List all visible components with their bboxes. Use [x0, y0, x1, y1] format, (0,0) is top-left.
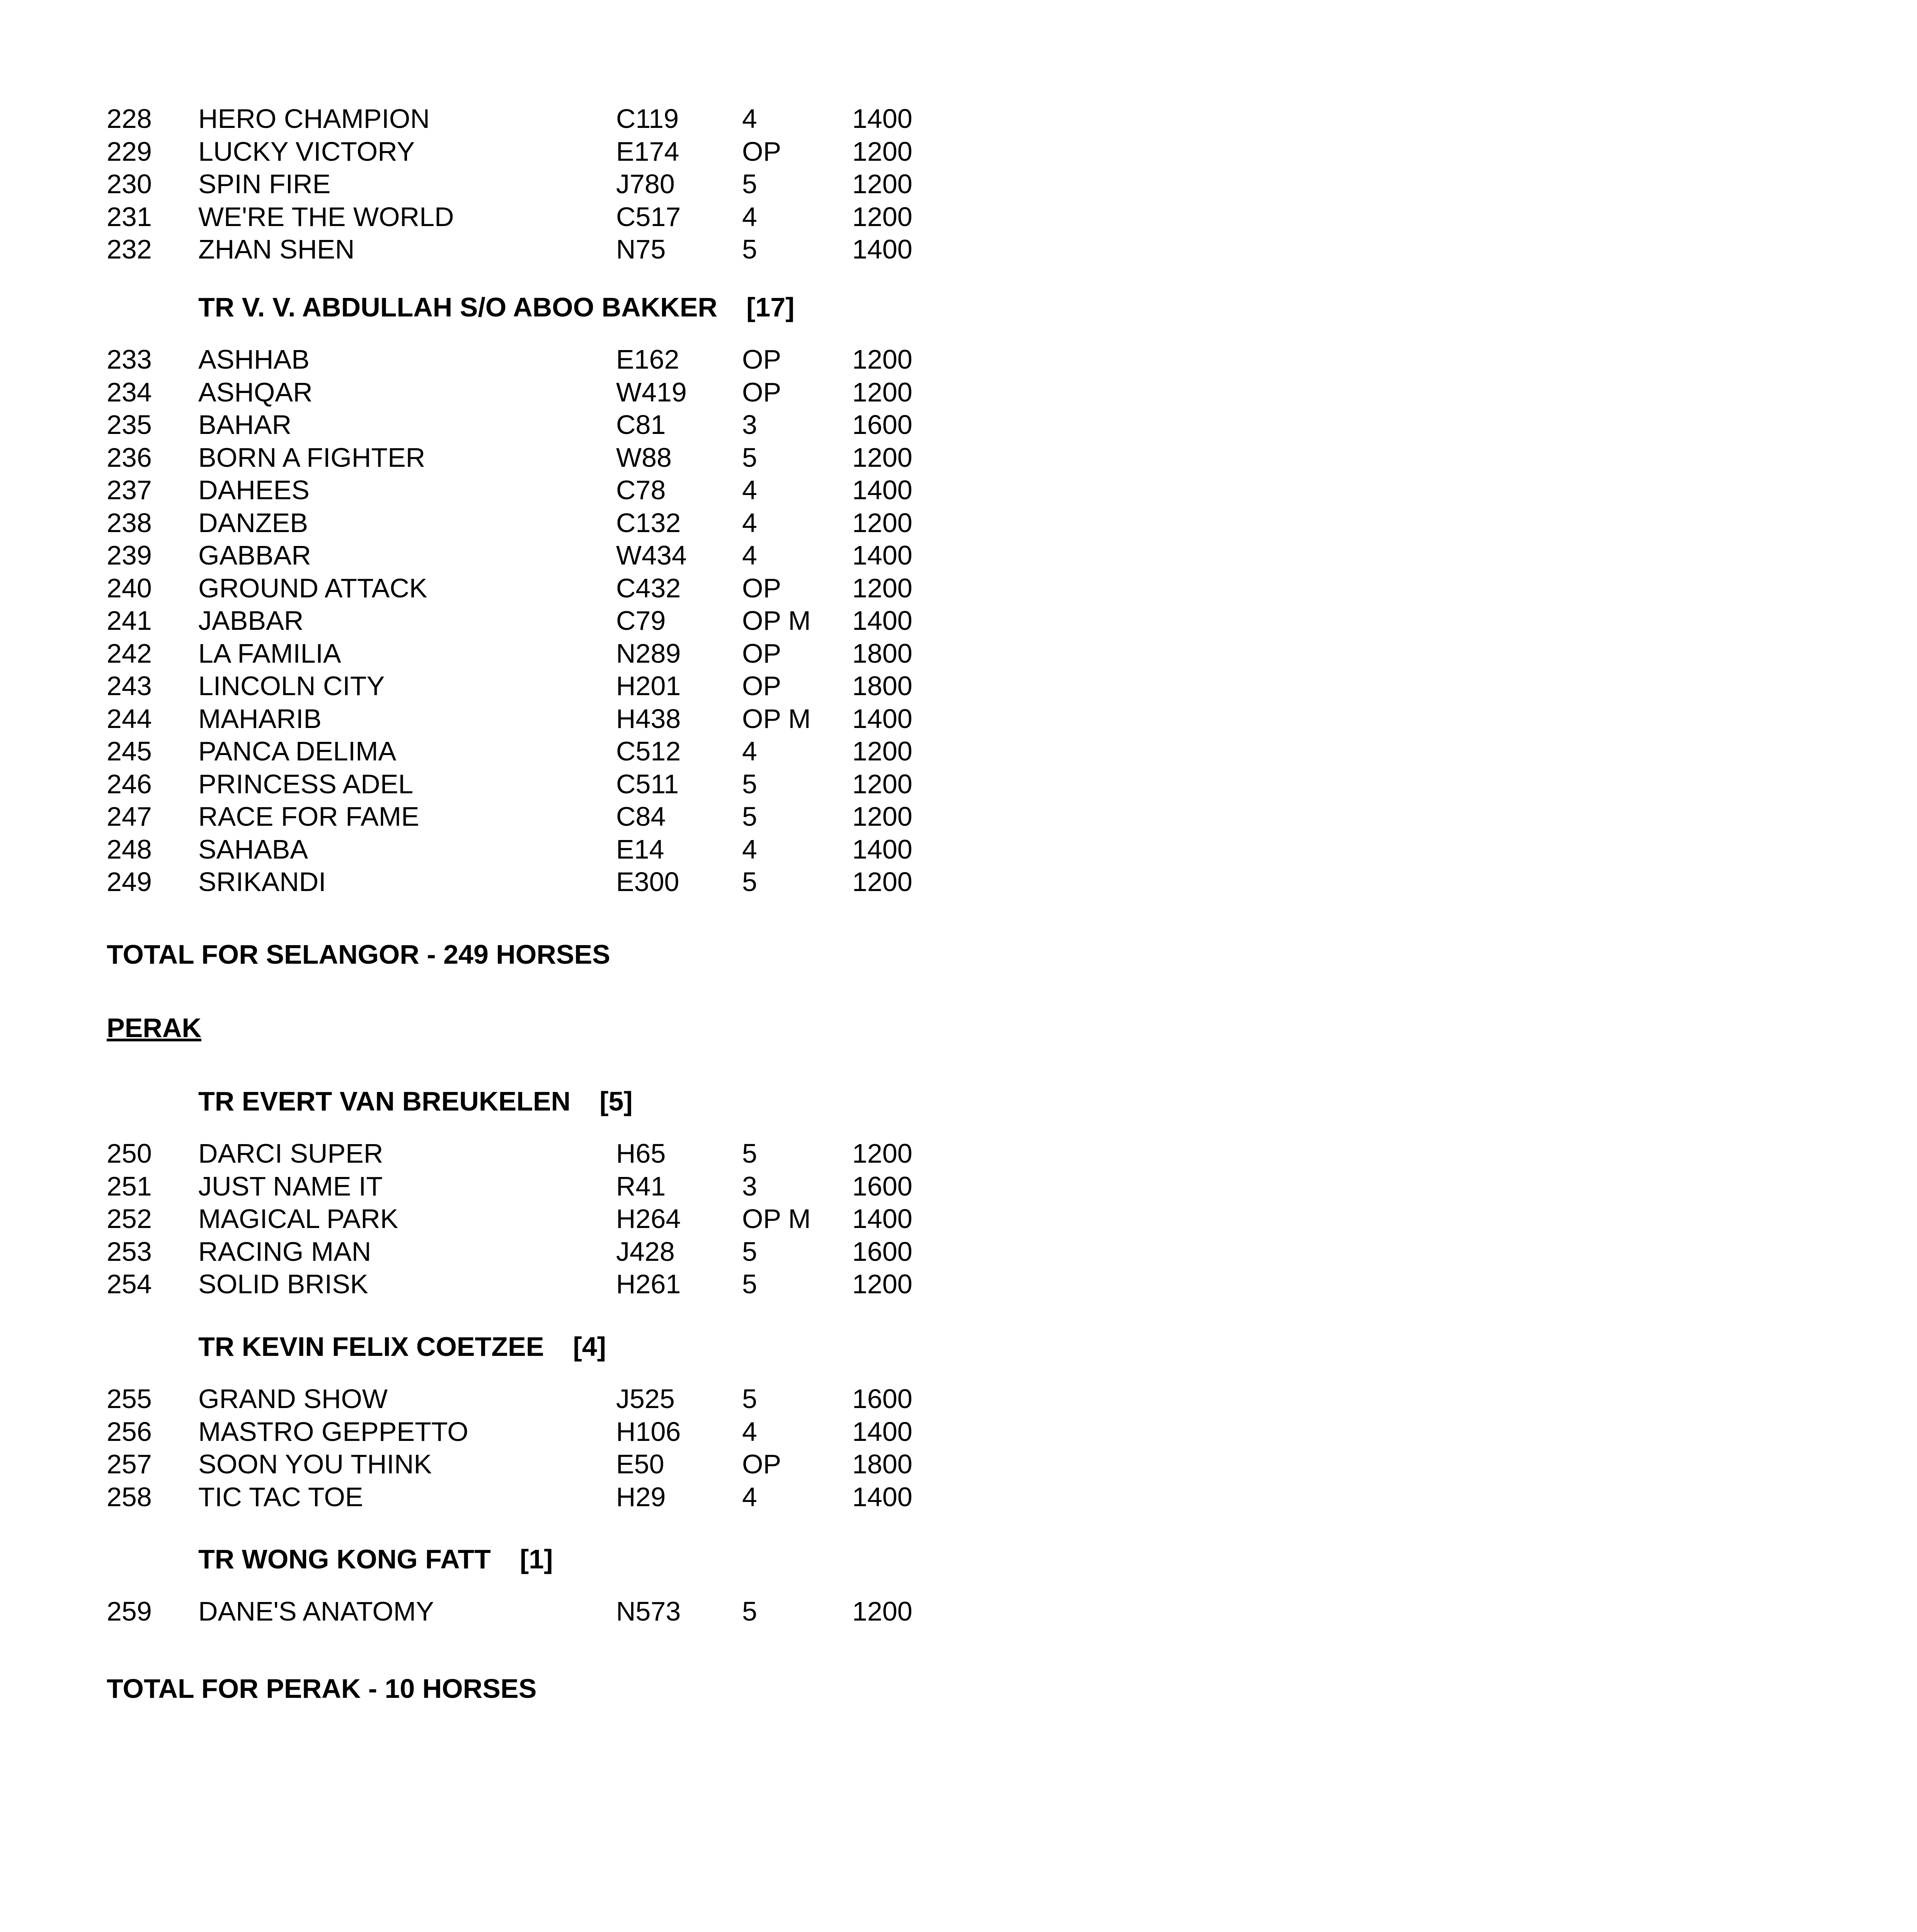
trainer-horse-count: [5] [599, 1086, 633, 1116]
trainer-name: TR KEVIN FELIX COETZEE [198, 1332, 544, 1362]
table-row [0, 636, 1917, 671]
horse-class: 4 [742, 540, 757, 570]
trainer-heading-van-breukelen [198, 1084, 633, 1119]
table-row [0, 832, 1917, 867]
horse-name: ASHHAB [198, 344, 310, 374]
horse-number: 242 [107, 638, 152, 668]
horse-code: N75 [616, 234, 666, 264]
race-distance: 1600 [852, 1384, 913, 1414]
region-heading-perak: PERAK [107, 1013, 202, 1043]
horse-class: OP [742, 573, 781, 603]
horse-code: N573 [616, 1596, 681, 1626]
horse-name: WE'RE THE WORLD [198, 202, 454, 232]
race-distance: 1400 [852, 704, 913, 734]
race-distance: 1200 [852, 508, 913, 538]
race-distance: 1200 [852, 1269, 913, 1299]
horse-class: 5 [742, 1596, 757, 1626]
horse-code: W88 [616, 442, 672, 473]
horse-code: C512 [616, 736, 681, 766]
race-distance: 1400 [852, 1417, 913, 1447]
horse-number: 229 [107, 136, 152, 167]
horse-class: 5 [742, 234, 757, 264]
horse-class: 4 [742, 1417, 757, 1447]
horse-code: R41 [616, 1171, 666, 1201]
horse-name: MASTRO GEPPETTO [198, 1417, 468, 1447]
horse-name: HERO CHAMPION [198, 104, 430, 134]
horse-name: PANCA DELIMA [198, 736, 397, 766]
horse-class: 4 [742, 736, 757, 766]
table-row [0, 232, 1917, 267]
horse-code: C511 [616, 769, 679, 799]
race-distance: 1600 [852, 1171, 913, 1201]
horse-class: 5 [742, 442, 757, 473]
horse-code: C119 [616, 104, 679, 134]
table-row [0, 1594, 1917, 1629]
horse-number: 256 [107, 1417, 152, 1447]
table-row [0, 538, 1917, 573]
horse-class: 4 [742, 1482, 757, 1512]
race-distance: 1400 [852, 104, 913, 134]
trainer-heading-wong [198, 1542, 553, 1577]
horse-code: J780 [616, 169, 675, 199]
horse-code: E50 [616, 1449, 664, 1479]
horse-class: OP [742, 671, 781, 701]
horse-number: 246 [107, 769, 152, 799]
horse-name: SRIKANDI [198, 867, 326, 897]
race-distance: 1600 [852, 410, 913, 440]
horse-class: OP M [742, 1204, 811, 1234]
table-row [0, 134, 1917, 169]
horse-code: H264 [616, 1204, 681, 1234]
horse-name: SOLID BRISK [198, 1269, 368, 1299]
horse-number: 234 [107, 377, 152, 407]
horse-name: RACING MAN [198, 1236, 371, 1267]
race-distance: 1400 [852, 540, 913, 570]
horse-class: OP [742, 136, 781, 167]
horse-name: GRAND SHOW [198, 1384, 388, 1414]
table-row [0, 440, 1917, 475]
horse-class: OP M [742, 605, 811, 636]
race-distance: 1400 [852, 234, 913, 264]
race-distance: 1200 [852, 169, 913, 199]
horse-class: OP [742, 344, 781, 374]
trainer-heading-abdullah [198, 290, 795, 325]
horse-code: H261 [616, 1269, 681, 1299]
trainer-name: TR V. V. ABDULLAH S/O ABOO BAKKER [198, 292, 718, 322]
race-distance: 1800 [852, 638, 913, 668]
total-selangor: TOTAL FOR SELANGOR - 249 HORSES [107, 939, 610, 969]
horse-code: C132 [616, 508, 681, 538]
horse-number: 247 [107, 801, 152, 832]
table-row [0, 571, 1917, 605]
horse-name: JUST NAME IT [198, 1171, 383, 1201]
table-row [0, 1267, 1917, 1301]
horse-name: GABBAR [198, 540, 311, 570]
table-row [0, 734, 1917, 769]
horse-code: E174 [616, 136, 679, 167]
horse-name: SPIN FIRE [198, 169, 331, 199]
horse-number: 255 [107, 1384, 152, 1414]
horse-name: MAHARIB [198, 704, 322, 734]
table-row [0, 1136, 1917, 1171]
horse-name: DANE'S ANATOMY [198, 1596, 434, 1626]
horse-code: E14 [616, 834, 664, 864]
horse-name: MAGICAL PARK [198, 1204, 398, 1234]
horse-class: 5 [742, 1138, 757, 1168]
horse-number: 258 [107, 1482, 152, 1512]
table-row [0, 407, 1917, 442]
table-row [0, 505, 1917, 540]
horse-number: 241 [107, 605, 152, 636]
table-row [0, 375, 1917, 410]
horse-name: LA FAMILIA [198, 638, 341, 668]
horse-class: 5 [742, 867, 757, 897]
race-distance: 1200 [852, 442, 913, 473]
horse-class: 4 [742, 834, 757, 864]
horse-class: OP M [742, 704, 811, 734]
table-row [0, 668, 1917, 703]
table-row [0, 1381, 1917, 1416]
horse-number: 245 [107, 736, 152, 766]
horse-number: 236 [107, 442, 152, 473]
horse-name: RACE FOR FAME [198, 801, 419, 832]
horse-name: DANZEB [198, 508, 308, 538]
horse-class: 3 [742, 410, 757, 440]
horse-class: 4 [742, 475, 757, 505]
horse-name: JABBAR [198, 605, 304, 636]
horse-code: C78 [616, 475, 666, 505]
horse-number: 254 [107, 1269, 152, 1299]
race-distance: 1200 [852, 1138, 913, 1168]
horse-name: PRINCESS ADEL [198, 769, 414, 799]
table-row [0, 101, 1917, 136]
horse-number: 248 [107, 834, 152, 864]
horse-name: LINCOLN CITY [198, 671, 385, 701]
horse-class: OP [742, 377, 781, 407]
race-distance: 1200 [852, 377, 913, 407]
table-row [0, 1480, 1917, 1514]
table-row [0, 701, 1917, 736]
horse-code: E162 [616, 344, 679, 374]
horse-class: 3 [742, 1171, 757, 1201]
horse-number: 253 [107, 1236, 152, 1267]
total-perak: TOTAL FOR PERAK - 10 HORSES [107, 1673, 537, 1704]
race-distance: 1400 [852, 1204, 913, 1234]
table-row [0, 342, 1917, 377]
race-distance: 1200 [852, 136, 913, 167]
horse-code: C79 [616, 605, 666, 636]
race-distance: 1200 [852, 867, 913, 897]
table-row [0, 1169, 1917, 1204]
horse-number: 250 [107, 1138, 152, 1168]
horse-class: 5 [742, 1269, 757, 1299]
race-distance: 1800 [852, 671, 913, 701]
table-row [0, 1414, 1917, 1449]
horse-name: BORN A FIGHTER [198, 442, 426, 473]
horse-class: 4 [742, 508, 757, 538]
horse-number: 252 [107, 1204, 152, 1234]
race-distance: 1200 [852, 573, 913, 603]
horse-name: DAHEES [198, 475, 310, 505]
trainer-name: TR EVERT VAN BREUKELEN [198, 1086, 571, 1116]
horse-number: 232 [107, 234, 152, 264]
horse-number: 259 [107, 1596, 152, 1626]
horse-class: 5 [742, 769, 757, 799]
horse-number: 240 [107, 573, 152, 603]
horse-code: C84 [616, 801, 666, 832]
horse-number: 231 [107, 202, 152, 232]
horse-name: GROUND ATTACK [198, 573, 427, 603]
table-row [0, 1234, 1917, 1269]
horse-code: W434 [616, 540, 687, 570]
horse-number: 237 [107, 475, 152, 505]
table-row [0, 473, 1917, 507]
horse-name: SOON YOU THINK [198, 1449, 432, 1479]
horse-name: DARCI SUPER [198, 1138, 383, 1168]
race-distance: 1400 [852, 1482, 913, 1512]
horse-number: 251 [107, 1171, 152, 1201]
table-row [0, 167, 1917, 201]
table-row [0, 199, 1917, 234]
horse-number: 238 [107, 508, 152, 538]
race-distance: 1200 [852, 801, 913, 832]
horse-class: 5 [742, 1236, 757, 1267]
horse-code: J428 [616, 1236, 675, 1267]
race-distance: 1400 [852, 834, 913, 864]
horse-code: H29 [616, 1482, 666, 1512]
horse-code: W419 [616, 377, 687, 407]
race-distance: 1200 [852, 202, 913, 232]
race-distance: 1400 [852, 475, 913, 505]
horse-class: 4 [742, 104, 757, 134]
horse-number: 249 [107, 867, 152, 897]
horse-code: E300 [616, 867, 679, 897]
horse-name: BAHAR [198, 410, 292, 440]
race-distance: 1200 [852, 736, 913, 766]
horse-number: 243 [107, 671, 152, 701]
horse-code: H438 [616, 704, 681, 734]
trainer-horse-count: [1] [519, 1544, 553, 1574]
table-row [0, 799, 1917, 834]
trainer-heading-coetzee [198, 1329, 606, 1364]
horse-code: N289 [616, 638, 681, 668]
horse-number: 239 [107, 540, 152, 570]
trainer-horse-count: [17] [746, 292, 795, 322]
horse-name: ZHAN SHEN [198, 234, 355, 264]
horse-code: J525 [616, 1384, 675, 1414]
table-row [0, 603, 1917, 638]
horse-code: H201 [616, 671, 681, 701]
race-distance: 1600 [852, 1236, 913, 1267]
horse-number: 233 [107, 344, 152, 374]
horse-code: H65 [616, 1138, 666, 1168]
trainer-name: TR WONG KONG FATT [198, 1544, 491, 1574]
race-distance: 1400 [852, 605, 913, 636]
horse-class: OP [742, 1449, 781, 1479]
race-distance: 1800 [852, 1449, 913, 1479]
horse-name: TIC TAC TOE [198, 1482, 363, 1512]
race-distance: 1200 [852, 769, 913, 799]
horse-number: 244 [107, 704, 152, 734]
horse-class: 5 [742, 801, 757, 832]
horse-code: C517 [616, 202, 681, 232]
trainer-horse-count: [4] [573, 1332, 606, 1362]
race-distance: 1200 [852, 344, 913, 374]
horse-class: 4 [742, 202, 757, 232]
horse-number: 230 [107, 169, 152, 199]
table-row [0, 864, 1917, 899]
horse-class: 5 [742, 1384, 757, 1414]
horse-number: 257 [107, 1449, 152, 1479]
horse-name: ASHQAR [198, 377, 313, 407]
table-row [0, 1447, 1917, 1481]
table-row [0, 1201, 1917, 1236]
horse-code: C81 [616, 410, 666, 440]
horse-class: 5 [742, 169, 757, 199]
horse-code: H106 [616, 1417, 681, 1447]
horse-class: OP [742, 638, 781, 668]
horse-name: LUCKY VICTORY [198, 136, 415, 167]
horse-code: C432 [616, 573, 681, 603]
race-distance: 1200 [852, 1596, 913, 1626]
horse-number: 228 [107, 104, 152, 134]
horse-number: 235 [107, 410, 152, 440]
table-row [0, 767, 1917, 801]
horse-name: SAHABA [198, 834, 308, 864]
